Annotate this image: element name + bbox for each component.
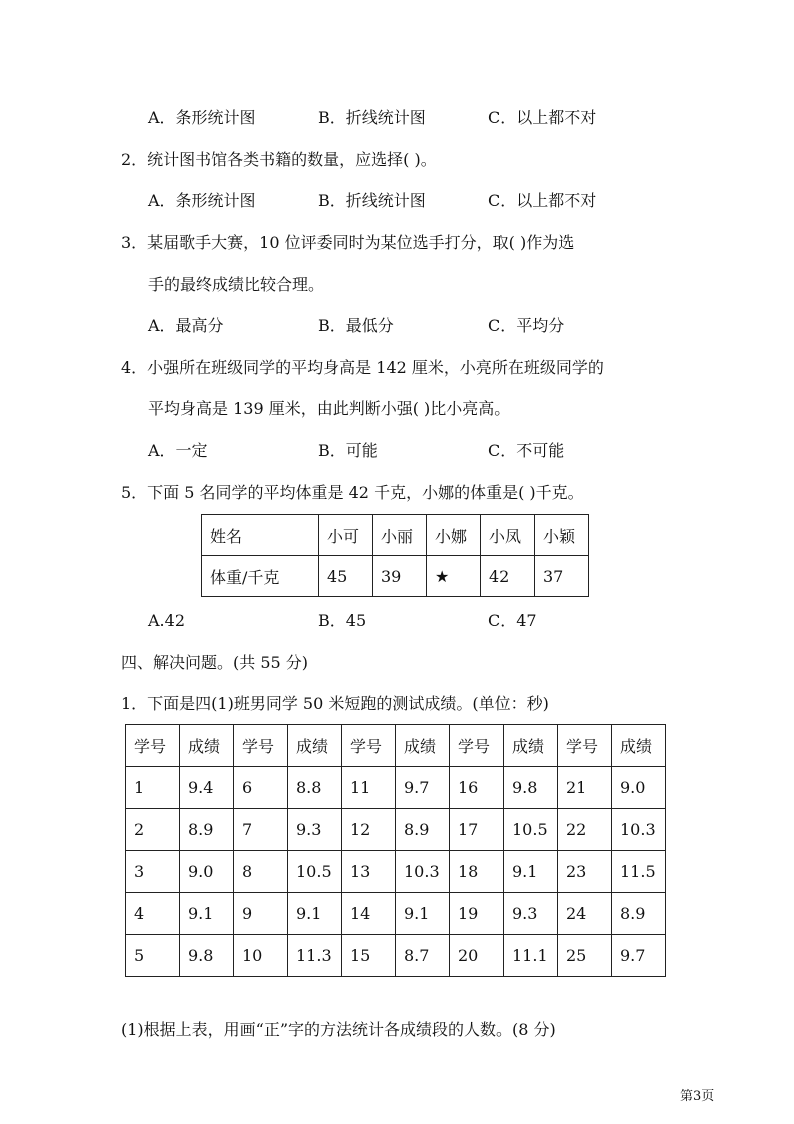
table-cell: 12 [342,809,396,851]
table-cell: 9.0 [612,767,666,809]
table-cell: 17 [450,809,504,851]
table-row [202,515,589,556]
table-cell: 11.3 [288,935,342,977]
table-cell: 8.8 [288,767,342,809]
table-cell: 25 [558,935,612,977]
table-cell: 成绩 [180,725,234,767]
table-cell: 小娜 [427,515,481,556]
table-cell: 5 [126,935,180,977]
table-cell: 10.5 [504,809,558,851]
table-cell: 23 [558,851,612,893]
table-cell: 8 [234,851,288,893]
table-cell: 8.9 [612,893,666,935]
table-cell: 小颖 [535,515,589,556]
table-cell: 42 [481,556,535,597]
table-cell: 9.4 [180,767,234,809]
table-cell: 10.3 [612,809,666,851]
table-cell: 2 [126,809,180,851]
table-cell: 8.9 [180,809,234,851]
table-cell: 1 [126,767,180,809]
q5-option-c: C．47 [488,611,537,630]
table-row [126,725,666,767]
question-3-line1: 3．某届歌手大赛，10 位评委同时为某位选手打分，取( )作为选 [121,233,575,252]
table-cell: 21 [558,767,612,809]
q5-option-b: B．45 [318,611,367,630]
table-cell: 9.0 [180,851,234,893]
table-cell: 3 [126,851,180,893]
table-cell: 9.7 [396,767,450,809]
table-row [126,851,666,893]
q3-option-a: A．最高分 [148,316,224,335]
table-cell: 9.1 [180,893,234,935]
table-cell: 8.9 [396,809,450,851]
table-cell: 成绩 [288,725,342,767]
table-cell: 成绩 [396,725,450,767]
table-cell: 10.3 [396,851,450,893]
table-row [126,935,666,977]
table-row [126,767,666,809]
table-cell: 15 [342,935,396,977]
table-cell: 20 [450,935,504,977]
problem-1: 1．下面是四(1)班男同学 50 米短跑的测试成绩。(单位：秒) [121,694,549,713]
q3-option-c: C．平均分 [488,316,565,335]
table-row [202,556,589,597]
table-cell: 学号 [450,725,504,767]
table-cell: 18 [450,851,504,893]
q0-option-a: A．条形统计图 [148,108,256,127]
table-cell: 9.8 [180,935,234,977]
question-5: 5．下面 5 名同学的平均体重是 42 千克，小娜的体重是( )千克。 [121,483,584,502]
page-number: 第3页 [680,1089,715,1104]
weight-table [201,514,589,597]
table-cell: 9 [234,893,288,935]
table-cell: 小可 [319,515,373,556]
table-cell: 10.5 [288,851,342,893]
table-cell: 11.1 [504,935,558,977]
table-cell: 22 [558,809,612,851]
table-cell: 24 [558,893,612,935]
q5-option-a: A.42 [148,611,185,630]
table-cell: 学号 [342,725,396,767]
table-cell: 37 [535,556,589,597]
score-table [125,724,666,977]
table-cell: 9.3 [288,809,342,851]
question-3-line2: 手的最终成绩比较合理。 [148,275,325,294]
q3-option-b: B．最低分 [318,316,394,335]
table-cell: 9.7 [612,935,666,977]
table-cell: 11 [342,767,396,809]
table-row [126,893,666,935]
table-cell: 学号 [126,725,180,767]
table-cell: 9.1 [396,893,450,935]
q0-option-c: C．以上都不对 [488,108,597,127]
section-title: 四、解决问题。(共 55 分) [121,653,309,672]
question-4-line2: 平均身高是 139 厘米，由此判断小强( )比小亮高。 [148,399,511,418]
table-cell: 11.5 [612,851,666,893]
q4-option-c: C．不可能 [488,441,565,460]
table-cell: 10 [234,935,288,977]
table-cell: 小丽 [373,515,427,556]
table-cell: 成绩 [612,725,666,767]
table-cell: 9.1 [288,893,342,935]
question-4-line1: 4．小强所在班级同学的平均身高是 142 厘米，小亮所在班级同学的 [121,358,604,377]
q2-option-a: A．条形统计图 [148,191,256,210]
table-cell: 小凤 [481,515,535,556]
table-cell: 13 [342,851,396,893]
table-cell: 成绩 [504,725,558,767]
table-cell: 39 [373,556,427,597]
table-cell: 学号 [558,725,612,767]
table-cell: 9.8 [504,767,558,809]
q2-option-c: C．以上都不对 [488,191,597,210]
table-cell: 4 [126,893,180,935]
q4-option-a: A．一定 [148,441,208,460]
table-cell: 6 [234,767,288,809]
table-cell: 7 [234,809,288,851]
q2-option-b: B．折线统计图 [318,191,426,210]
table-cell: 8.7 [396,935,450,977]
problem-1-sub1: (1)根据上表，用画“正”字的方法统计各成绩段的人数。(8 分) [121,1020,556,1039]
star-icon: ★ [427,556,481,597]
q4-option-b: B．可能 [318,441,378,460]
table-cell: 16 [450,767,504,809]
table-cell: 学号 [234,725,288,767]
table-cell: 9.1 [504,851,558,893]
q0-option-b: B．折线统计图 [318,108,426,127]
table-cell: 姓名 [202,515,319,556]
table-cell: 14 [342,893,396,935]
table-cell: 19 [450,893,504,935]
table-cell: 体重/千克 [202,556,319,597]
question-2: 2．统计图书馆各类书籍的数量，应选择( )。 [121,150,437,169]
table-row [126,809,666,851]
table-cell: 45 [319,556,373,597]
table-cell: 9.3 [504,893,558,935]
